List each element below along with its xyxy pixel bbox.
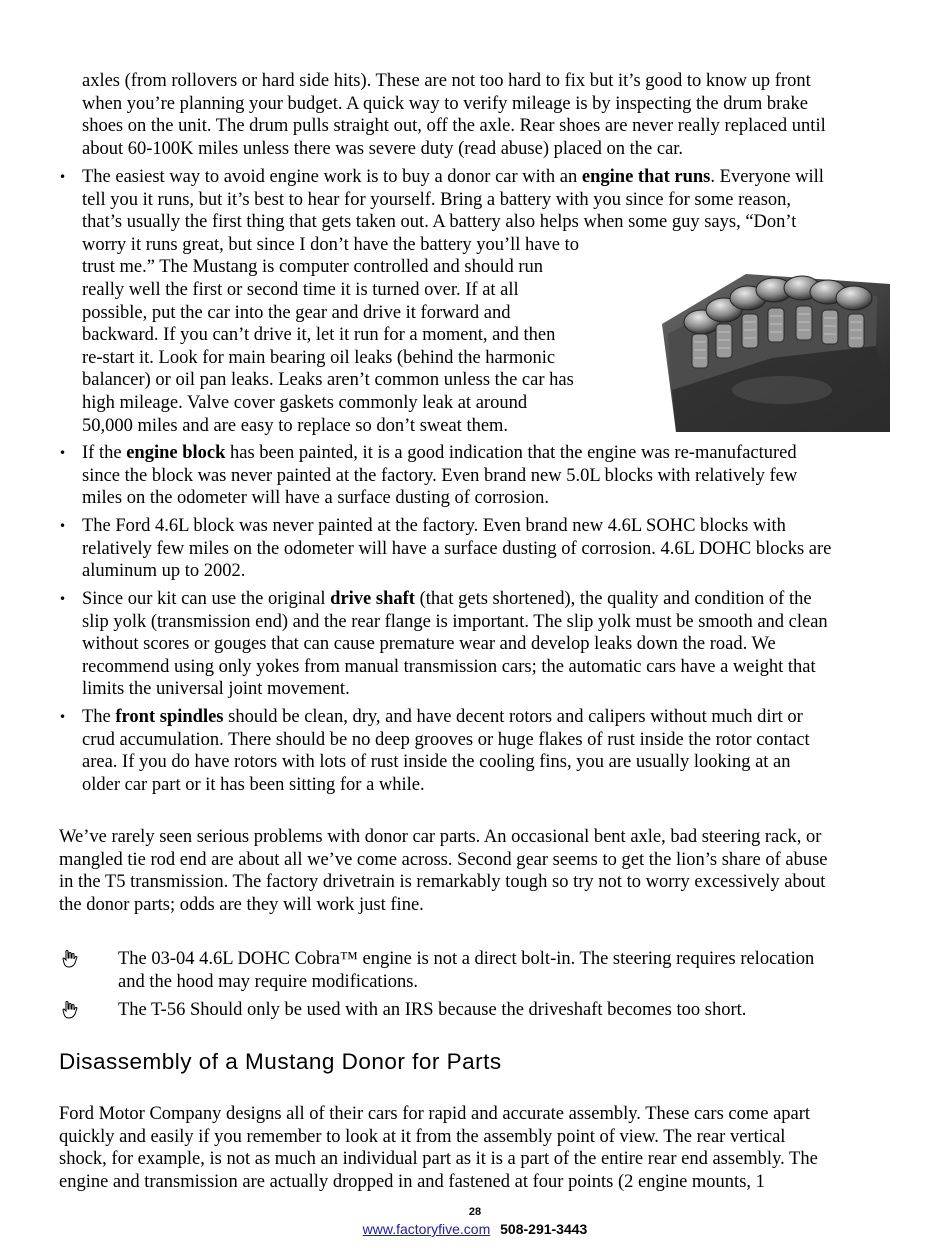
paragraph [82,70,826,160]
phone-number: 508-291-3443 [500,1221,588,1237]
text-line: without scores or gouges that can cause premature wear and develop leaks down the road. We [82,634,776,655]
text-line: engine and transmission are actually dropped in and fastened at four points (2 engine mounts, 1 [59,1171,765,1192]
text-line: mangled tie rod end are about all we’ve come across. Second gear seems to get the lion’s share of abuse [59,849,828,870]
bullet-item [82,706,810,796]
text-line: 50,000 miles and are easy to replace so don’t sweat them. [82,415,509,436]
bullet-icon: • [59,170,67,184]
text-line: crud accumulation. There should be no deep grooves or huge flakes of rust inside the rotor contact [82,729,810,750]
text-line: really well the first or second time it is turned over. If at all [82,279,519,300]
text-line: The Ford 4.6L block was never painted at the factory. Even brand new 4.6L SOHC blocks with [82,516,786,536]
text-line: area. If you do have rotors with lots of rust inside the cooling fins, you are usually looking at an [82,752,791,773]
text-line: backward. If you can’t drive it, let it run for a moment, and then [82,325,556,346]
text-line: shock, for example, is not as much an individual part as it is a part of the entire rear end assembly. The [59,1149,818,1170]
text-line: that’s usually the first thing that gets taken out. A battery also helps when some guy says, “Don’t [82,212,797,233]
footer [0,1221,950,1237]
bullet-item [82,515,831,583]
text-line: aluminum up to 2002. [82,561,246,582]
text-line: limits the universal joint movement. [82,679,350,700]
text-line: shoes on the unit. The drum pulls straight out, off the axle. Rear shoes are never really replaced until [82,116,826,137]
text-line: and the hood may require modifications. [118,971,419,992]
bullet-icon: • [59,710,67,724]
text-line: tell you it runs, but it’s best to hear for yourself. Bring a battery with you since for some reason, [82,189,792,210]
text-line: re-start it. Look for main bearing oil leaks (behind the harmonic [82,347,556,368]
text-line: miles on the odometer will have a surface dusting of corrosion. [82,488,549,509]
text-line: axles (from rollovers or hard side hits). These are not too hard to fix but it’s good to know up front [82,71,811,91]
note-item [118,948,814,993]
text-line: high mileage. Valve cover gaskets commonly leak at around [82,392,528,413]
paragraph [59,1103,818,1193]
text-line: We’ve rarely seen serious problems with donor car parts. An occasional bent axle, bad steering rack, or [59,827,822,847]
text-line: relatively few miles on the odometer will have a surface dusting of corrosion. 4.6L DOHC blocks are [82,538,832,559]
text-line: Since our kit can use the original drive shaft (that gets shortened), the quality and condition of the [82,589,812,609]
text-line: The T-56 Should only be used with an IRS because the driveshaft becomes too short. [118,1000,747,1020]
text-line: in the T5 transmission. The factory drivetrain is remarkably tough so try not to worry excessively about [59,872,826,893]
page-number: 28 [468,1206,482,1218]
section-heading: Disassembly of a Mustang Donor for Parts [59,1049,502,1074]
paragraph [59,826,828,916]
text-line: worry it runs great, but since I don’t have the battery you’ll have to [82,234,579,255]
text-line: Ford Motor Company designs all of their cars for rapid and accurate assembly. These cars come apart [59,1104,811,1124]
bullet-icon: • [59,592,67,606]
bullet-item [82,442,797,510]
bullet-icon: • [59,446,67,460]
pointing-hand-icon [60,949,78,969]
text-line: balancer) or oil pan leaks. Leaks aren’t common unless the car has [82,370,574,391]
text-line: slip yolk (transmission end) and the rear flange is important. The slip yolk must be smooth and clean [82,611,828,632]
bullet-item [82,588,828,701]
website-link[interactable]: www.factoryfive.com [362,1221,491,1237]
text-line: older car part or it has been sitting for a while. [82,774,425,795]
text-line: about 60-100K miles unless there was severe duty (read abuse) placed on the car. [82,138,684,159]
text-line: possible, put the car into the gear and drive it forward and [82,302,511,323]
text-line: when you’re planning your budget. A quick way to verify mileage is by inspecting the drum brake [82,93,808,114]
text-line: The easiest way to avoid engine work is to buy a donor car with an engine that runs. Everyone will [82,167,824,187]
text-line: recommend using only yokes from manual transmission cars; the automatic cars have a weight that [82,656,816,677]
text-line: The front spindles should be clean, dry, and have decent rotors and calipers without much dirt or [82,707,803,727]
engine-valvetrain-photo [662,262,890,432]
text-line: If the engine block has been painted, it is a good indication that the engine was re-manufactured [82,443,797,463]
text-line: the donor parts; odds are they will work just fine. [59,894,424,915]
bullet-icon: • [59,519,67,533]
text-line: quickly and easily if you remember to look at it from the assembly point of view. The rear vertical [59,1126,786,1147]
pointing-hand-icon [60,1000,78,1020]
text-line: since the block was never painted at the factory. Even brand new 5.0L blocks with relatively few [82,465,798,486]
text-line: The 03-04 4.6L DOHC Cobra™ engine is not a direct bolt-in. The steering requires relocation [118,949,815,969]
text-line: trust me.” The Mustang is computer controlled and should run [82,257,544,278]
note-item [118,999,746,1022]
